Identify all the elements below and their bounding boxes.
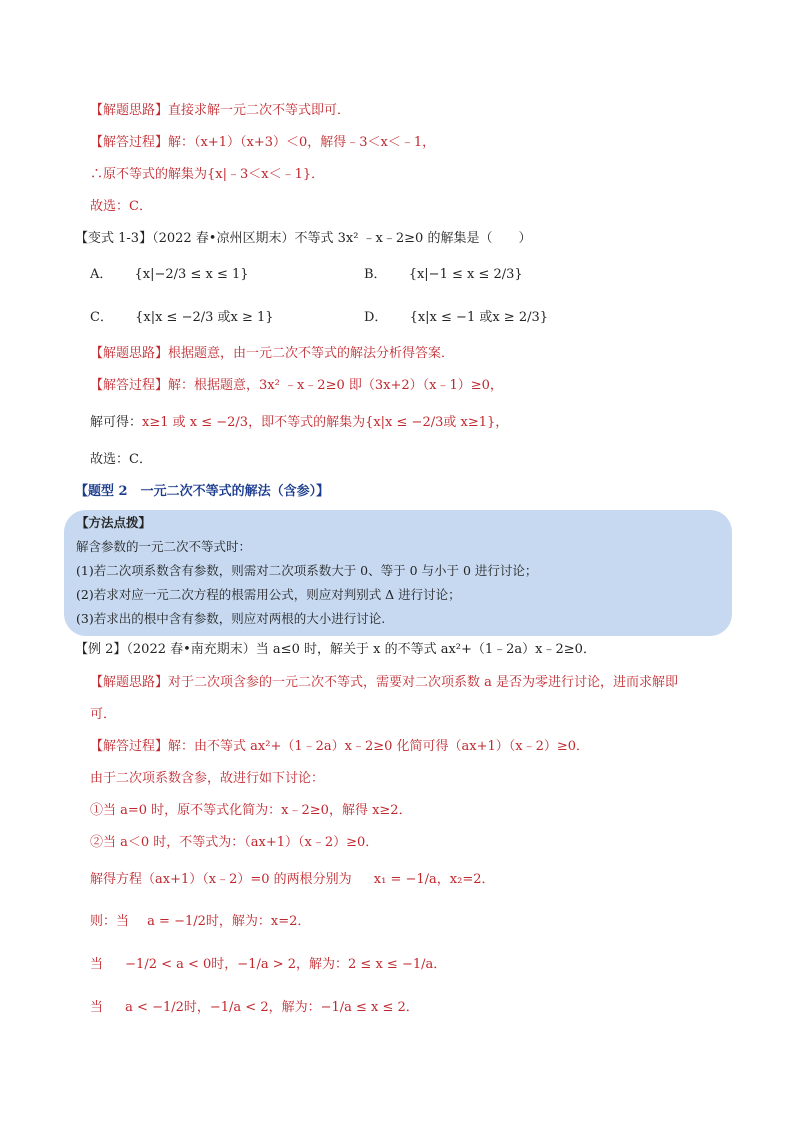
variant-answer: 故选：C． (90, 452, 152, 467)
ex13-idea-line (90, 101, 350, 121)
option-a[interactable] (90, 265, 249, 285)
case4-prefix: 当 (90, 957, 104, 972)
ex2-case-5 (90, 998, 419, 1018)
variant-question (75, 229, 531, 249)
option-a-label: A． (90, 267, 113, 282)
method-box (64, 510, 732, 636)
idea-label: 【解题思路】 (90, 675, 169, 690)
ex2-proc-line (90, 737, 589, 757)
variant-source: （2022 春•凉州区期末） (152, 231, 295, 246)
idea-label: 【解题思路】 (90, 103, 169, 118)
proc-text: 解：（x+1）（x+3）＜0，解得﹣3＜x＜﹣1， (168, 135, 436, 150)
topic2-heading: 【题型 2 一元二次不等式的解法（含参）】 (75, 484, 330, 499)
ex13-proc-line (90, 133, 435, 153)
option-b[interactable] (364, 265, 523, 285)
roots-math: x₁ = −1/a，x₂=2． (373, 872, 495, 887)
case4-math: −1/2 < a < 0时，−1/a > 2，解为：2 ≤ x ≤ −1/a． (125, 957, 447, 972)
idea-text: 直接求解一元二次不等式即可． (168, 103, 351, 118)
ex13-conclusion: ∴原不等式的解集为{x|﹣3＜x＜﹣1}． (90, 167, 325, 182)
method-point-2: (2)若求对应一元二次方程的根需用公式，则应对判别式 Δ 进行讨论； (76, 587, 461, 602)
option-d-label: D． (364, 310, 388, 325)
variant-proc-line (90, 376, 503, 396)
option-d-text: {x|x ≤ −1 或x ≥ 2/3} (409, 310, 549, 325)
ex2-question (75, 640, 596, 660)
ex13-answer: 故选：C． (90, 199, 152, 214)
option-c-text: {x|x ≤ −2/3 或x ≥ 1} (135, 310, 274, 325)
case3-prefix: 则：当 (90, 914, 130, 929)
variant-idea-line (90, 344, 454, 364)
option-c-label: C． (90, 310, 113, 325)
ex2-question-text: （2022 春•南充期末）当 a≤0 时，解关于 x 的不等式 ax²+（1﹣2a）x﹣2≥0． (126, 642, 596, 657)
proc-text: 解：由不等式 ax²+（1﹣2a）x﹣2≥0 化简可得（ax+1）（x﹣2）≥0． (168, 739, 590, 754)
variant-question-text: 不等式 3x² ﹣x﹣2≥0 的解集是（ ） (294, 231, 532, 246)
option-a-text: {x|−2/3 ≤ x ≤ 1} (134, 267, 249, 282)
method-intro: 解含参数的一元二次不等式时： (76, 539, 252, 554)
variant-solve-line (90, 413, 508, 433)
ex2-idea-line-2: 可． (90, 707, 117, 722)
ex2-case-4 (90, 955, 446, 975)
ex2-roots-line (90, 870, 495, 890)
proc-label: 【解答过程】 (90, 378, 169, 393)
idea-text: 根据题意，由一元二次不等式的解法分析得答案． (168, 346, 455, 361)
ex2-discuss: 由于二次项系数含参，故进行如下讨论： (90, 771, 325, 786)
case5-math: a < −1/2时，−1/a < 2，解为：−1/a ≤ x ≤ 2． (125, 1000, 419, 1015)
ex2-case-2: ②当 a＜0 时，不等式为：（ax+1）（x﹣2）≥0． (90, 835, 379, 850)
ex2-tag: 【例 2】 (75, 642, 127, 657)
method-point-3: (3)若求出的根中含有参数，则应对两根的大小进行讨论. (76, 611, 386, 626)
proc-text: 解：根据题意，3x² ﹣x﹣2≥0 即（3x+2）（x﹣1）≥0， (168, 378, 503, 393)
solve-prefix: 解可得： (90, 415, 143, 430)
case3-math: a = −1/2时，解为：x=2． (147, 914, 311, 929)
ex2-case-3 (90, 912, 310, 932)
ex2-case-1: ①当 a=0 时，原不等式化简为：x﹣2≥0，解得 x≥2． (90, 803, 412, 818)
method-point-1: (1)若二次项系数含有参数，则需对二次项系数大于 0、等于 0 与小于 0 进行讨论； (76, 563, 538, 578)
idea-text: 对于二次项含参的一元二次不等式，需要对二次项系数 a 是否为零进行讨论，进而求解即 (168, 675, 679, 690)
option-b-text: {x|−1 ≤ x ≤ 2/3} (408, 267, 523, 282)
solve-text: x≥1 或 x ≤ −2/3，即不等式的解集为{x|x ≤ −2/3或 x≥1}， (142, 415, 509, 430)
option-d[interactable] (364, 308, 548, 328)
option-b-label: B． (364, 267, 387, 282)
idea-label: 【解题思路】 (90, 346, 169, 361)
proc-label: 【解答过程】 (90, 135, 169, 150)
case5-prefix: 当 (90, 1000, 104, 1015)
method-title: 【方法点拨】 (76, 515, 152, 530)
roots-prefix: 解得方程（ax+1）（x﹣2）=0 的两根分别为 (90, 872, 352, 887)
proc-label: 【解答过程】 (90, 739, 169, 754)
variant-tag: 【变式 1-3】 (75, 231, 153, 246)
option-c[interactable] (90, 308, 274, 328)
ex2-idea-line (90, 673, 678, 693)
